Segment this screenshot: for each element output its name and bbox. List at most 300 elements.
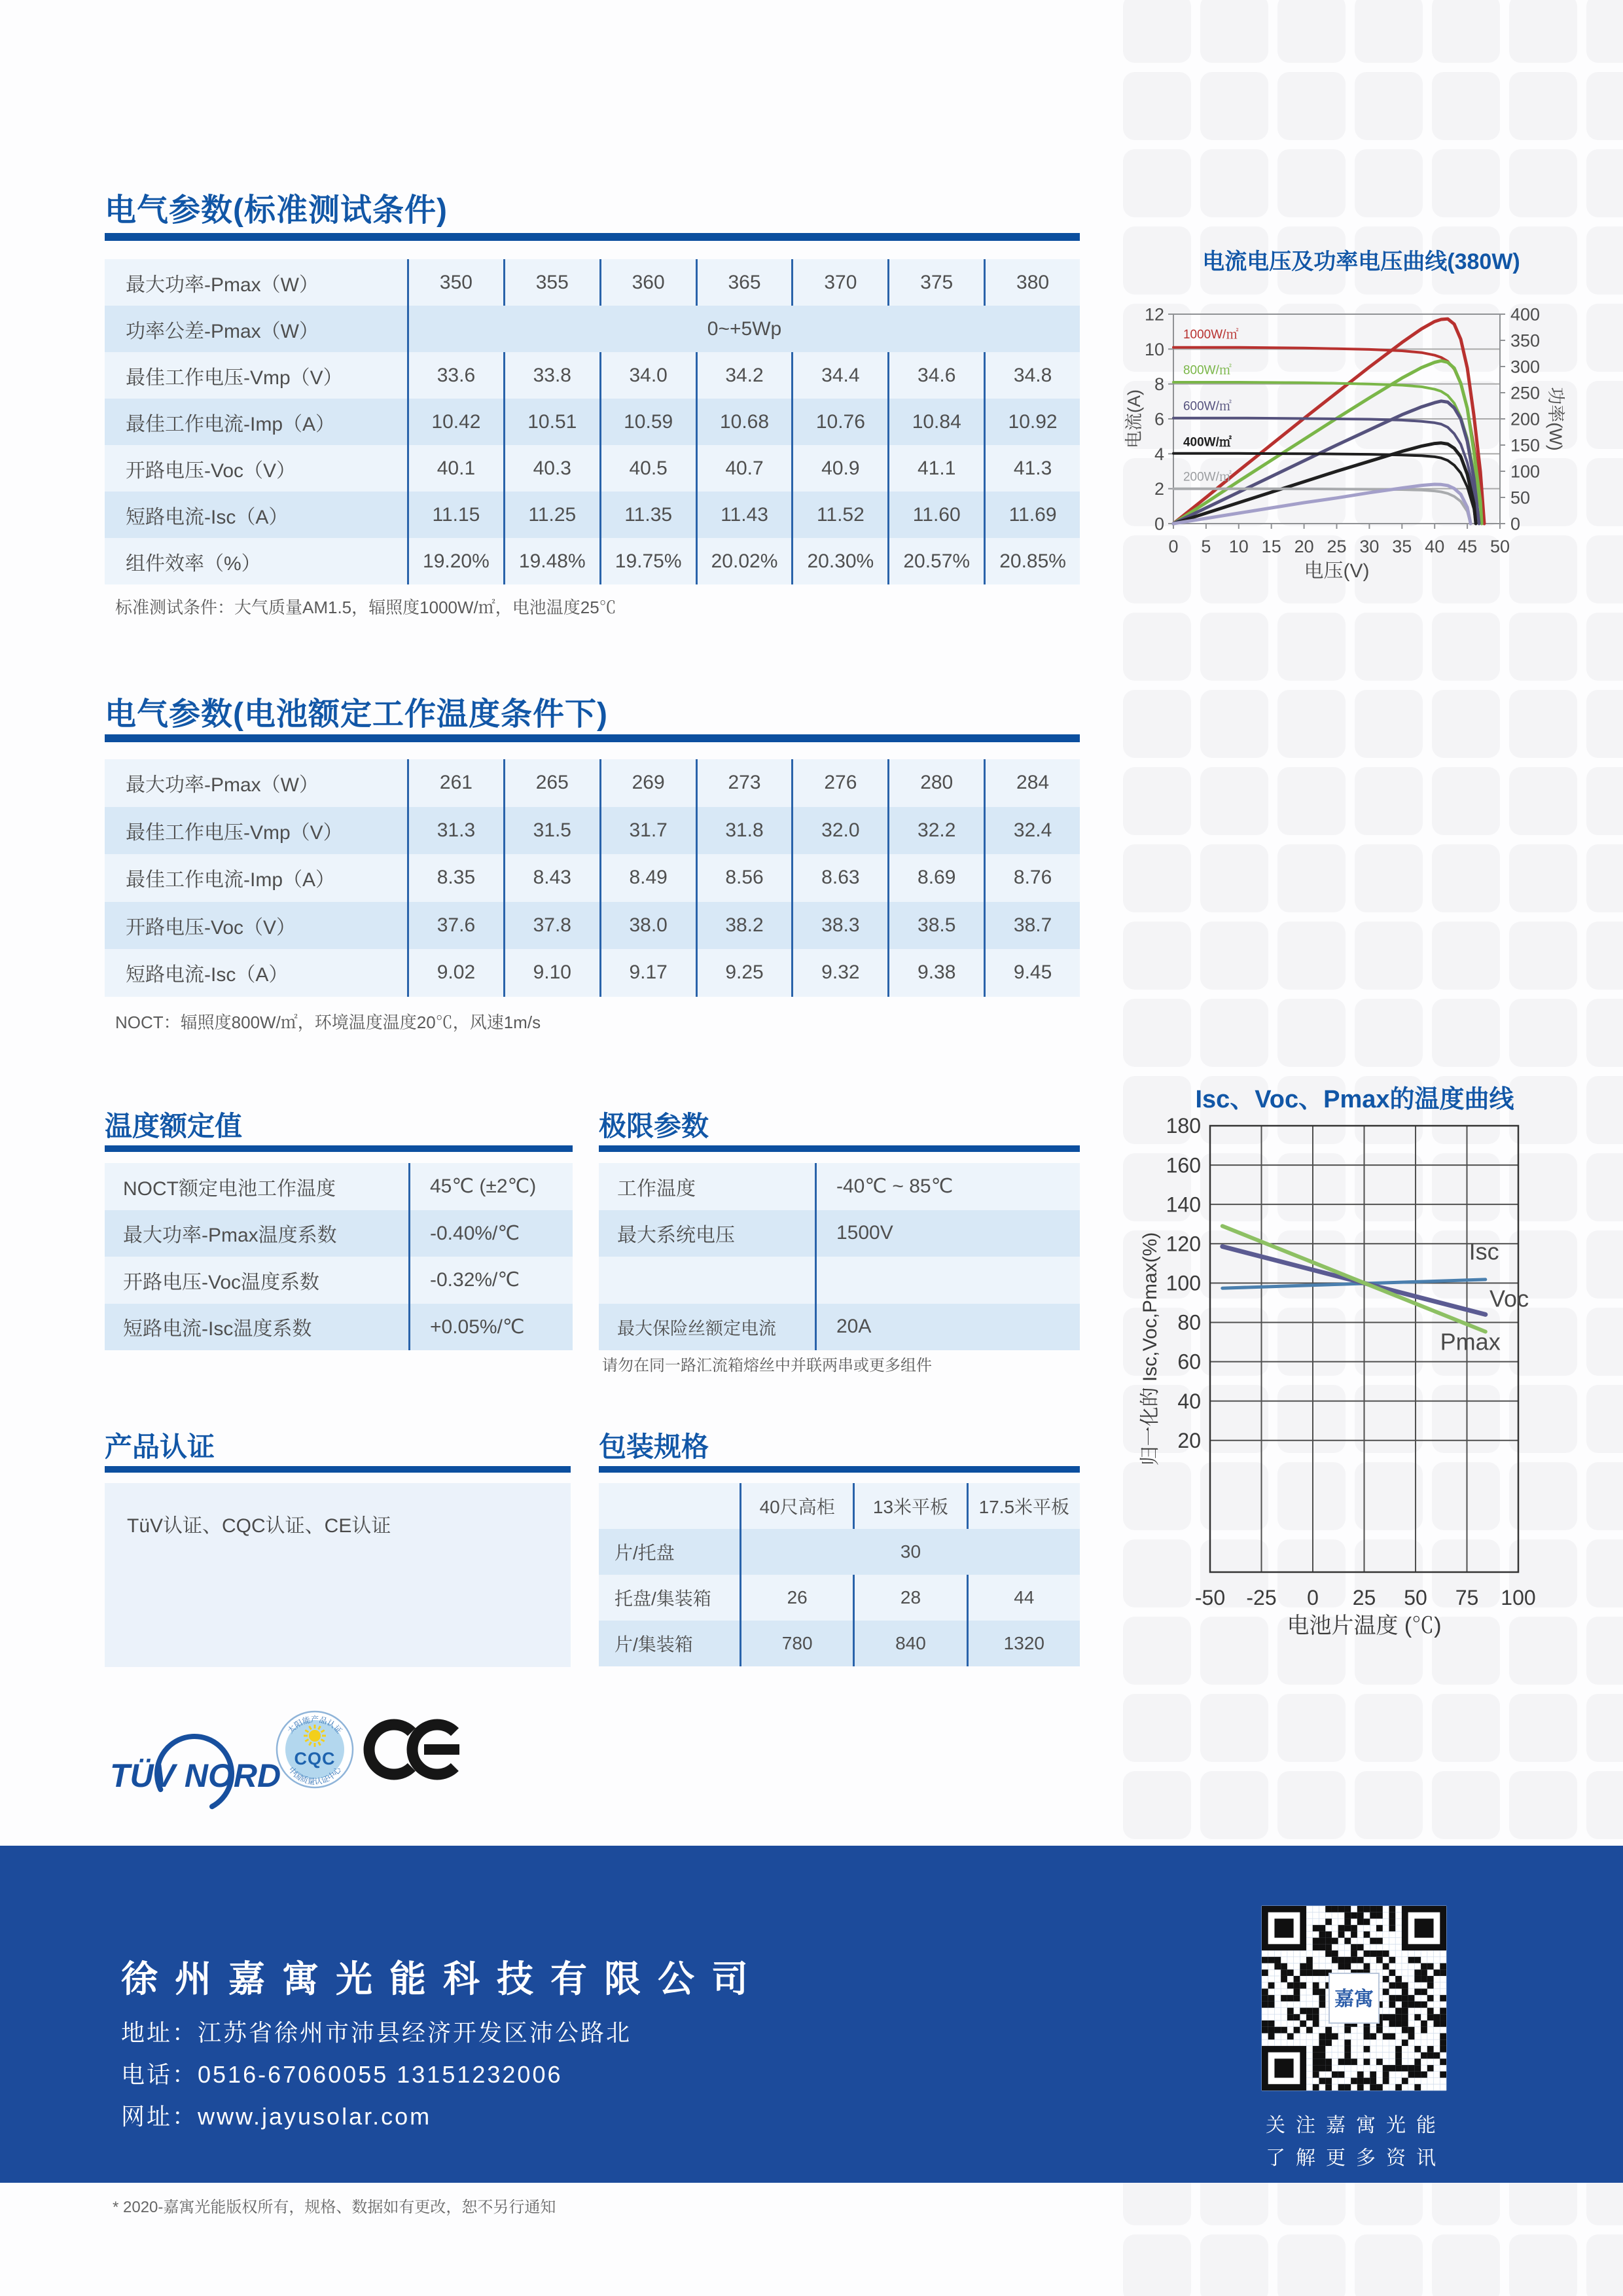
pattern-cell <box>1432 922 1500 990</box>
noct-table <box>105 759 1080 997</box>
svg-text:60: 60 <box>1177 1350 1201 1374</box>
copyright-footnote: * 2020-嘉寓光能版权所有，规格、数据如有更改，恕不另行通知 <box>113 2198 556 2216</box>
row-value: 32.0 <box>791 807 887 855</box>
row-value: 34.8 <box>984 352 1080 399</box>
pattern-cell <box>1200 999 1268 1067</box>
svg-text:140: 140 <box>1166 1193 1201 1217</box>
row-value: 280 <box>887 759 984 807</box>
pattern-cell <box>1123 613 1191 681</box>
header-cell: 40尺高柜 <box>740 1483 853 1529</box>
svg-text:250: 250 <box>1510 383 1541 403</box>
pattern-cell <box>1277 1771 1346 1839</box>
row-label: 短路电流-Isc（A） <box>126 964 289 986</box>
row-value: 34.2 <box>696 352 792 399</box>
svg-text:350: 350 <box>1510 331 1541 351</box>
pattern-cell <box>1509 613 1577 681</box>
section-title-cert: 产品认证 <box>105 1431 215 1462</box>
curve-label: 800W/㎡ <box>1183 363 1232 378</box>
row-span-value: 30 <box>740 1529 1080 1575</box>
table-row <box>105 1210 573 1257</box>
row-value: 33.6 <box>407 352 503 399</box>
packing-table <box>599 1483 1080 1666</box>
row-value: 261 <box>407 759 503 807</box>
svg-text:50: 50 <box>1404 1586 1427 1609</box>
pattern-cell <box>1200 72 1268 140</box>
svg-text:4: 4 <box>1154 444 1164 464</box>
limits-note: 请勿在同一路汇流箱熔丝中并联两串或更多组件 <box>602 1357 932 1374</box>
pattern-cell <box>1432 613 1500 681</box>
pattern-cell <box>1355 2234 1423 2296</box>
svg-text:功率(W): 功率(W) <box>1546 387 1565 451</box>
row-value: 10.42 <box>407 399 503 445</box>
table-row <box>599 1621 1080 1666</box>
pattern-cell <box>1432 149 1500 217</box>
row-label: 短路电流-Isc（A） <box>126 506 289 528</box>
pattern-cell <box>1586 922 1623 990</box>
row-value: 31.3 <box>407 807 503 855</box>
pattern-cell <box>1432 690 1500 758</box>
row-value: 20.30% <box>791 538 887 584</box>
row-value: 840 <box>853 1621 966 1666</box>
row-value: 37.8 <box>503 902 599 950</box>
divider-rule <box>105 1466 571 1473</box>
pattern-cell <box>1586 72 1623 140</box>
svg-text:-25: -25 <box>1246 1586 1277 1609</box>
pattern-cell <box>1432 1694 1500 1762</box>
row-value: 375 <box>887 259 984 306</box>
row-value: 19.20% <box>407 538 503 584</box>
row-value: -40℃ ~ 85℃ <box>815 1163 1080 1210</box>
svg-text:40: 40 <box>1425 537 1445 556</box>
row-label <box>599 1257 815 1304</box>
row-value: 365 <box>696 259 792 306</box>
pattern-cell <box>1123 1694 1191 1762</box>
row-value: 8.49 <box>599 854 696 902</box>
svg-text:6: 6 <box>1154 409 1164 429</box>
pattern-cell <box>1200 922 1268 990</box>
row-label: 托盘/集装箱 <box>615 1588 711 1609</box>
svg-text:160: 160 <box>1166 1153 1201 1177</box>
table-row <box>105 854 1080 902</box>
row-value: 8.69 <box>887 854 984 902</box>
row-value: 40.1 <box>407 445 503 492</box>
pattern-cell <box>1277 767 1346 835</box>
pattern-cell <box>1586 844 1623 912</box>
row-value: 355 <box>503 259 599 306</box>
row-value: 9.32 <box>791 949 887 997</box>
table-row <box>105 538 1080 584</box>
row-value: 11.43 <box>696 492 792 538</box>
row-value: 9.45 <box>984 949 1080 997</box>
row-label: 片/集装箱 <box>615 1634 693 1655</box>
pattern-cell <box>1432 767 1500 835</box>
pattern-cell <box>1277 2234 1346 2296</box>
pattern-cell <box>1509 149 1577 217</box>
pattern-cell <box>1432 72 1500 140</box>
pattern-cell <box>1277 922 1346 990</box>
row-value: 8.63 <box>791 854 887 902</box>
row-value: 8.56 <box>696 854 792 902</box>
row-value: 10.59 <box>599 399 696 445</box>
pattern-cell <box>1277 1694 1346 1762</box>
row-span-value: 0~+5Wp <box>407 306 1080 352</box>
svg-text:8: 8 <box>1154 374 1164 395</box>
divider-rule <box>599 1466 1080 1473</box>
table-header-row <box>599 1483 1080 1529</box>
row-value: 34.0 <box>599 352 696 399</box>
row-label: 最大保险丝额定电流 <box>617 1318 776 1338</box>
svg-text:0: 0 <box>1307 1586 1319 1609</box>
row-value: 284 <box>984 759 1080 807</box>
svg-text:50: 50 <box>1489 537 1510 556</box>
header-cell: 13米平板 <box>853 1483 966 1529</box>
row-value: 40.9 <box>791 445 887 492</box>
svg-text:10: 10 <box>1144 339 1164 359</box>
company-website[interactable]: 网址：www.jayusolar.com <box>121 2103 432 2130</box>
svg-text:100: 100 <box>1510 461 1541 482</box>
divider-rule <box>599 1145 1080 1152</box>
row-value: 1320 <box>967 1621 1080 1666</box>
section-title-packing: 包装规格 <box>599 1431 709 1462</box>
pattern-cell <box>1432 2234 1500 2296</box>
row-value: 9.02 <box>407 949 503 997</box>
row-value: 9.17 <box>599 949 696 997</box>
pattern-cell <box>1123 844 1191 912</box>
pattern-cell <box>1123 767 1191 835</box>
pattern-cell <box>1355 1771 1423 1839</box>
pattern-cell <box>1586 999 1623 1067</box>
svg-text:120: 120 <box>1166 1232 1201 1256</box>
pattern-cell <box>1586 613 1623 681</box>
svg-text:-50: -50 <box>1194 1586 1226 1609</box>
row-value: -0.40%/℃ <box>408 1210 573 1257</box>
row-value: 9.10 <box>503 949 599 997</box>
curve-label: 200W/㎡ <box>1183 470 1232 484</box>
pattern-cell <box>1123 149 1191 217</box>
cert-box <box>105 1483 571 1667</box>
svg-text:400: 400 <box>1510 304 1541 325</box>
row-value: 38.0 <box>599 902 696 950</box>
row-value: 9.25 <box>696 949 792 997</box>
table-row <box>599 1575 1080 1621</box>
table-row <box>599 1529 1080 1575</box>
pattern-cell <box>1432 1771 1500 1839</box>
pattern-cell <box>1509 1694 1577 1762</box>
row-value: 265 <box>503 759 599 807</box>
pattern-cell <box>1355 0 1423 63</box>
pattern-cell <box>1509 0 1577 63</box>
row-value: 780 <box>740 1621 853 1666</box>
row-value: 40.5 <box>599 445 696 492</box>
qr-code-image <box>1262 1906 1446 2090</box>
row-value: 20.57% <box>887 538 984 584</box>
svg-text:5: 5 <box>1201 537 1211 556</box>
row-label: 短路电流-Isc温度系数 <box>123 1318 312 1340</box>
row-label: 组件效率（%） <box>126 552 261 575</box>
noct-note: NOCT：辐照度800W/㎡，环境温度温度20℃，风速1m/s <box>115 1013 541 1032</box>
qr-code <box>1262 1906 1446 2090</box>
row-value: 370 <box>791 259 887 306</box>
pattern-cell <box>1586 0 1623 63</box>
row-value: 32.2 <box>887 807 984 855</box>
svg-text:35: 35 <box>1392 537 1412 556</box>
company-address: 地址：江苏省徐州市沛县经济开发区沛公路北 <box>121 2019 632 2046</box>
svg-text:100: 100 <box>1166 1271 1201 1295</box>
pattern-cell <box>1355 1694 1423 1762</box>
row-value: 45℃ (±2℃) <box>408 1163 573 1210</box>
iv-pv-curve-chart <box>1113 275 1610 589</box>
row-label: 最大系统电压 <box>617 1225 735 1247</box>
pattern-cell <box>1432 844 1500 912</box>
stc-note: 标准测试条件：大气质量AM1.5，辐照度1000W/㎡，电池温度25℃ <box>115 598 616 617</box>
pattern-cell <box>1277 690 1346 758</box>
divider-rule <box>105 734 1080 742</box>
svg-text:12: 12 <box>1144 304 1164 325</box>
svg-text:电压(V): 电压(V) <box>1304 560 1370 582</box>
row-value: -0.32%/℃ <box>408 1257 573 1304</box>
pattern-cell <box>1123 0 1191 63</box>
row-value: 41.3 <box>984 445 1080 492</box>
pattern-cell <box>1200 613 1268 681</box>
svg-text:20: 20 <box>1294 537 1314 556</box>
pattern-cell <box>1123 2234 1191 2296</box>
limits-table <box>599 1163 1080 1350</box>
table-row <box>105 259 1080 306</box>
qr-caption-line1: 关注嘉寓光能 <box>1266 2115 1446 2136</box>
header-cell: 17.5米平板 <box>967 1483 1080 1529</box>
table-row <box>105 306 1080 352</box>
svg-text:CQC: CQC <box>294 1749 336 1768</box>
row-value: 34.4 <box>791 352 887 399</box>
pattern-cell <box>1509 690 1577 758</box>
pattern-cell <box>1123 690 1191 758</box>
table-row <box>105 902 1080 950</box>
table-row <box>599 1304 1080 1351</box>
divider-rule <box>105 233 1080 241</box>
row-value: 38.5 <box>887 902 984 950</box>
row-value: 276 <box>791 759 887 807</box>
pattern-cell <box>1509 999 1577 1067</box>
svg-text:2: 2 <box>1154 479 1164 499</box>
pattern-cell <box>1200 767 1268 835</box>
table-row <box>105 1257 573 1304</box>
table-row <box>599 1163 1080 1210</box>
table-row <box>105 1163 573 1210</box>
temp-table <box>105 1163 573 1350</box>
row-value: 360 <box>599 259 696 306</box>
row-value: 44 <box>967 1575 1080 1621</box>
pattern-cell <box>1123 72 1191 140</box>
pattern-cell <box>1123 922 1191 990</box>
pattern-cell <box>1509 72 1577 140</box>
row-value: 38.2 <box>696 902 792 950</box>
pattern-cell <box>1277 0 1346 63</box>
row-value: 20.02% <box>696 538 792 584</box>
pattern-cell <box>1277 72 1346 140</box>
chart1-title: 电流电压及功率电压曲线(380W) <box>1202 249 1520 274</box>
table-row <box>599 1210 1080 1257</box>
row-value: 10.84 <box>887 399 984 445</box>
row-value: 20A <box>815 1304 1080 1351</box>
cert-text: TüV认证、CQC认证、CE认证 <box>127 1515 391 1537</box>
row-value: 33.8 <box>503 352 599 399</box>
row-label: 开路电压-Voc温度系数 <box>123 1271 320 1293</box>
table-row <box>105 759 1080 807</box>
row-value: 37.6 <box>407 902 503 950</box>
pattern-cell <box>1277 844 1346 912</box>
row-value: 10.68 <box>696 399 792 445</box>
pattern-cell <box>1355 690 1423 758</box>
svg-text:20: 20 <box>1177 1428 1201 1452</box>
pattern-cell <box>1277 613 1346 681</box>
row-value: 11.60 <box>887 492 984 538</box>
row-label: 片/托盘 <box>615 1543 675 1563</box>
row-value: 40.7 <box>696 445 792 492</box>
row-value: 11.25 <box>503 492 599 538</box>
row-value: 40.3 <box>503 445 599 492</box>
row-value: 34.6 <box>887 352 984 399</box>
svg-text:0: 0 <box>1154 514 1164 534</box>
row-value: 8.76 <box>984 854 1080 902</box>
row-value: 31.5 <box>503 807 599 855</box>
row-value: 11.69 <box>984 492 1080 538</box>
pattern-cell <box>1509 2234 1577 2296</box>
row-value: 10.92 <box>984 399 1080 445</box>
svg-text:75: 75 <box>1455 1586 1479 1609</box>
row-label: 最佳工作电压-Vmp（V） <box>126 367 343 389</box>
row-value: 19.48% <box>503 538 599 584</box>
row-label: 开路电压-Voc（V） <box>126 459 296 482</box>
svg-text:30: 30 <box>1359 537 1380 556</box>
row-value: 31.7 <box>599 807 696 855</box>
pattern-cell <box>1355 767 1423 835</box>
svg-text:300: 300 <box>1510 357 1541 377</box>
row-value: 11.35 <box>599 492 696 538</box>
section-title-limits: 极限参数 <box>599 1111 709 1141</box>
pattern-cell <box>1200 0 1268 63</box>
cqc-logo <box>275 1710 355 1789</box>
pattern-cell <box>1123 999 1191 1067</box>
svg-text:归一化的 Isc,Voc,Pmax(%): 归一化的 Isc,Voc,Pmax(%) <box>1139 1232 1161 1466</box>
pattern-cell <box>1586 149 1623 217</box>
curve-label: Isc <box>1469 1238 1499 1265</box>
pattern-cell <box>1200 1694 1268 1762</box>
row-label: 最佳工作电流-Imp（A） <box>126 869 336 891</box>
pattern-cell <box>1355 613 1423 681</box>
pattern-cell <box>1586 2234 1623 2296</box>
table-row <box>599 1257 1080 1304</box>
row-value: 10.76 <box>791 399 887 445</box>
row-value: 9.38 <box>887 949 984 997</box>
temperature-curve-chart <box>1113 1113 1610 1643</box>
pattern-cell <box>1509 1771 1577 1839</box>
pattern-cell <box>1200 2234 1268 2296</box>
curve-label: 1000W/㎡ <box>1183 327 1239 342</box>
row-value: 38.3 <box>791 902 887 950</box>
svg-text:25: 25 <box>1352 1586 1376 1609</box>
section-title-stc: 电气参数(标准测试条件) <box>105 193 448 228</box>
pattern-cell <box>1586 690 1623 758</box>
pattern-cell <box>1277 149 1346 217</box>
pattern-cell <box>1586 1771 1623 1839</box>
stc-table <box>105 259 1080 584</box>
pattern-cell <box>1355 922 1423 990</box>
row-value: 350 <box>407 259 503 306</box>
pattern-cell <box>1586 1694 1623 1762</box>
row-label: 最大功率-Pmax温度系数 <box>123 1225 337 1247</box>
svg-text:50: 50 <box>1510 488 1531 508</box>
pattern-cell <box>1509 844 1577 912</box>
svg-text:15: 15 <box>1261 537 1281 556</box>
svg-text:10: 10 <box>1228 537 1249 556</box>
svg-text:100: 100 <box>1501 1586 1536 1609</box>
svg-text:TÜV NORD: TÜV NORD <box>110 1757 281 1794</box>
pattern-cell <box>1355 844 1423 912</box>
row-label: 开路电压-Voc（V） <box>126 916 296 939</box>
table-row <box>105 352 1080 399</box>
row-value: 32.4 <box>984 807 1080 855</box>
svg-text:200: 200 <box>1510 409 1541 429</box>
table-row <box>105 807 1080 855</box>
row-value: 8.43 <box>503 854 599 902</box>
row-value: 38.7 <box>984 902 1080 950</box>
curve-label: Voc <box>1489 1285 1529 1312</box>
row-label: 最佳工作电流-Imp（A） <box>126 413 336 435</box>
svg-text:0: 0 <box>1168 537 1179 556</box>
row-value: 11.52 <box>791 492 887 538</box>
row-value: 11.15 <box>407 492 503 538</box>
pattern-cell <box>1509 922 1577 990</box>
pattern-cell <box>1355 999 1423 1067</box>
row-value: 273 <box>696 759 792 807</box>
pattern-cell <box>1355 149 1423 217</box>
row-value: 10.51 <box>503 399 599 445</box>
company-phone: 电话：0516-67060055 13151232006 <box>121 2061 563 2088</box>
svg-text:45: 45 <box>1457 537 1478 556</box>
pattern-cell <box>1509 767 1577 835</box>
table-row <box>105 445 1080 492</box>
row-value: 26 <box>740 1575 853 1621</box>
svg-text:80: 80 <box>1177 1310 1201 1335</box>
row-label: 最大功率-Pmax（W） <box>126 774 319 797</box>
curve-label: 400W/㎡ <box>1183 435 1232 450</box>
row-value: 28 <box>853 1575 966 1621</box>
row-value: 1500V <box>815 1210 1080 1257</box>
row-label: 工作温度 <box>617 1177 696 1200</box>
svg-text:嘉寓: 嘉寓 <box>1334 1988 1374 2010</box>
svg-text:电流(A): 电流(A) <box>1124 389 1144 448</box>
curve-label: 600W/㎡ <box>1183 399 1232 414</box>
row-value: 31.8 <box>696 807 792 855</box>
pattern-cell <box>1277 999 1346 1067</box>
pattern-cell <box>1432 999 1500 1067</box>
svg-text:中国质量认证中心: 中国质量认证中心 <box>286 1765 344 1787</box>
pattern-cell <box>1432 0 1500 63</box>
pattern-cell <box>1200 1771 1268 1839</box>
svg-text:电池片温度 (℃): 电池片温度 (℃) <box>1287 1613 1442 1638</box>
table-row <box>105 492 1080 538</box>
pattern-cell <box>1586 767 1623 835</box>
pattern-cell <box>1200 690 1268 758</box>
row-label: 最大功率-Pmax（W） <box>126 274 319 296</box>
pattern-cell <box>1123 1771 1191 1839</box>
row-value: 19.75% <box>599 538 696 584</box>
curve-label: Pmax <box>1440 1328 1501 1355</box>
svg-text:40: 40 <box>1177 1389 1201 1413</box>
row-label: NOCT额定电池工作温度 <box>123 1177 336 1200</box>
row-label: 最佳工作电压-Vmp（V） <box>126 821 343 844</box>
table-row <box>105 399 1080 445</box>
